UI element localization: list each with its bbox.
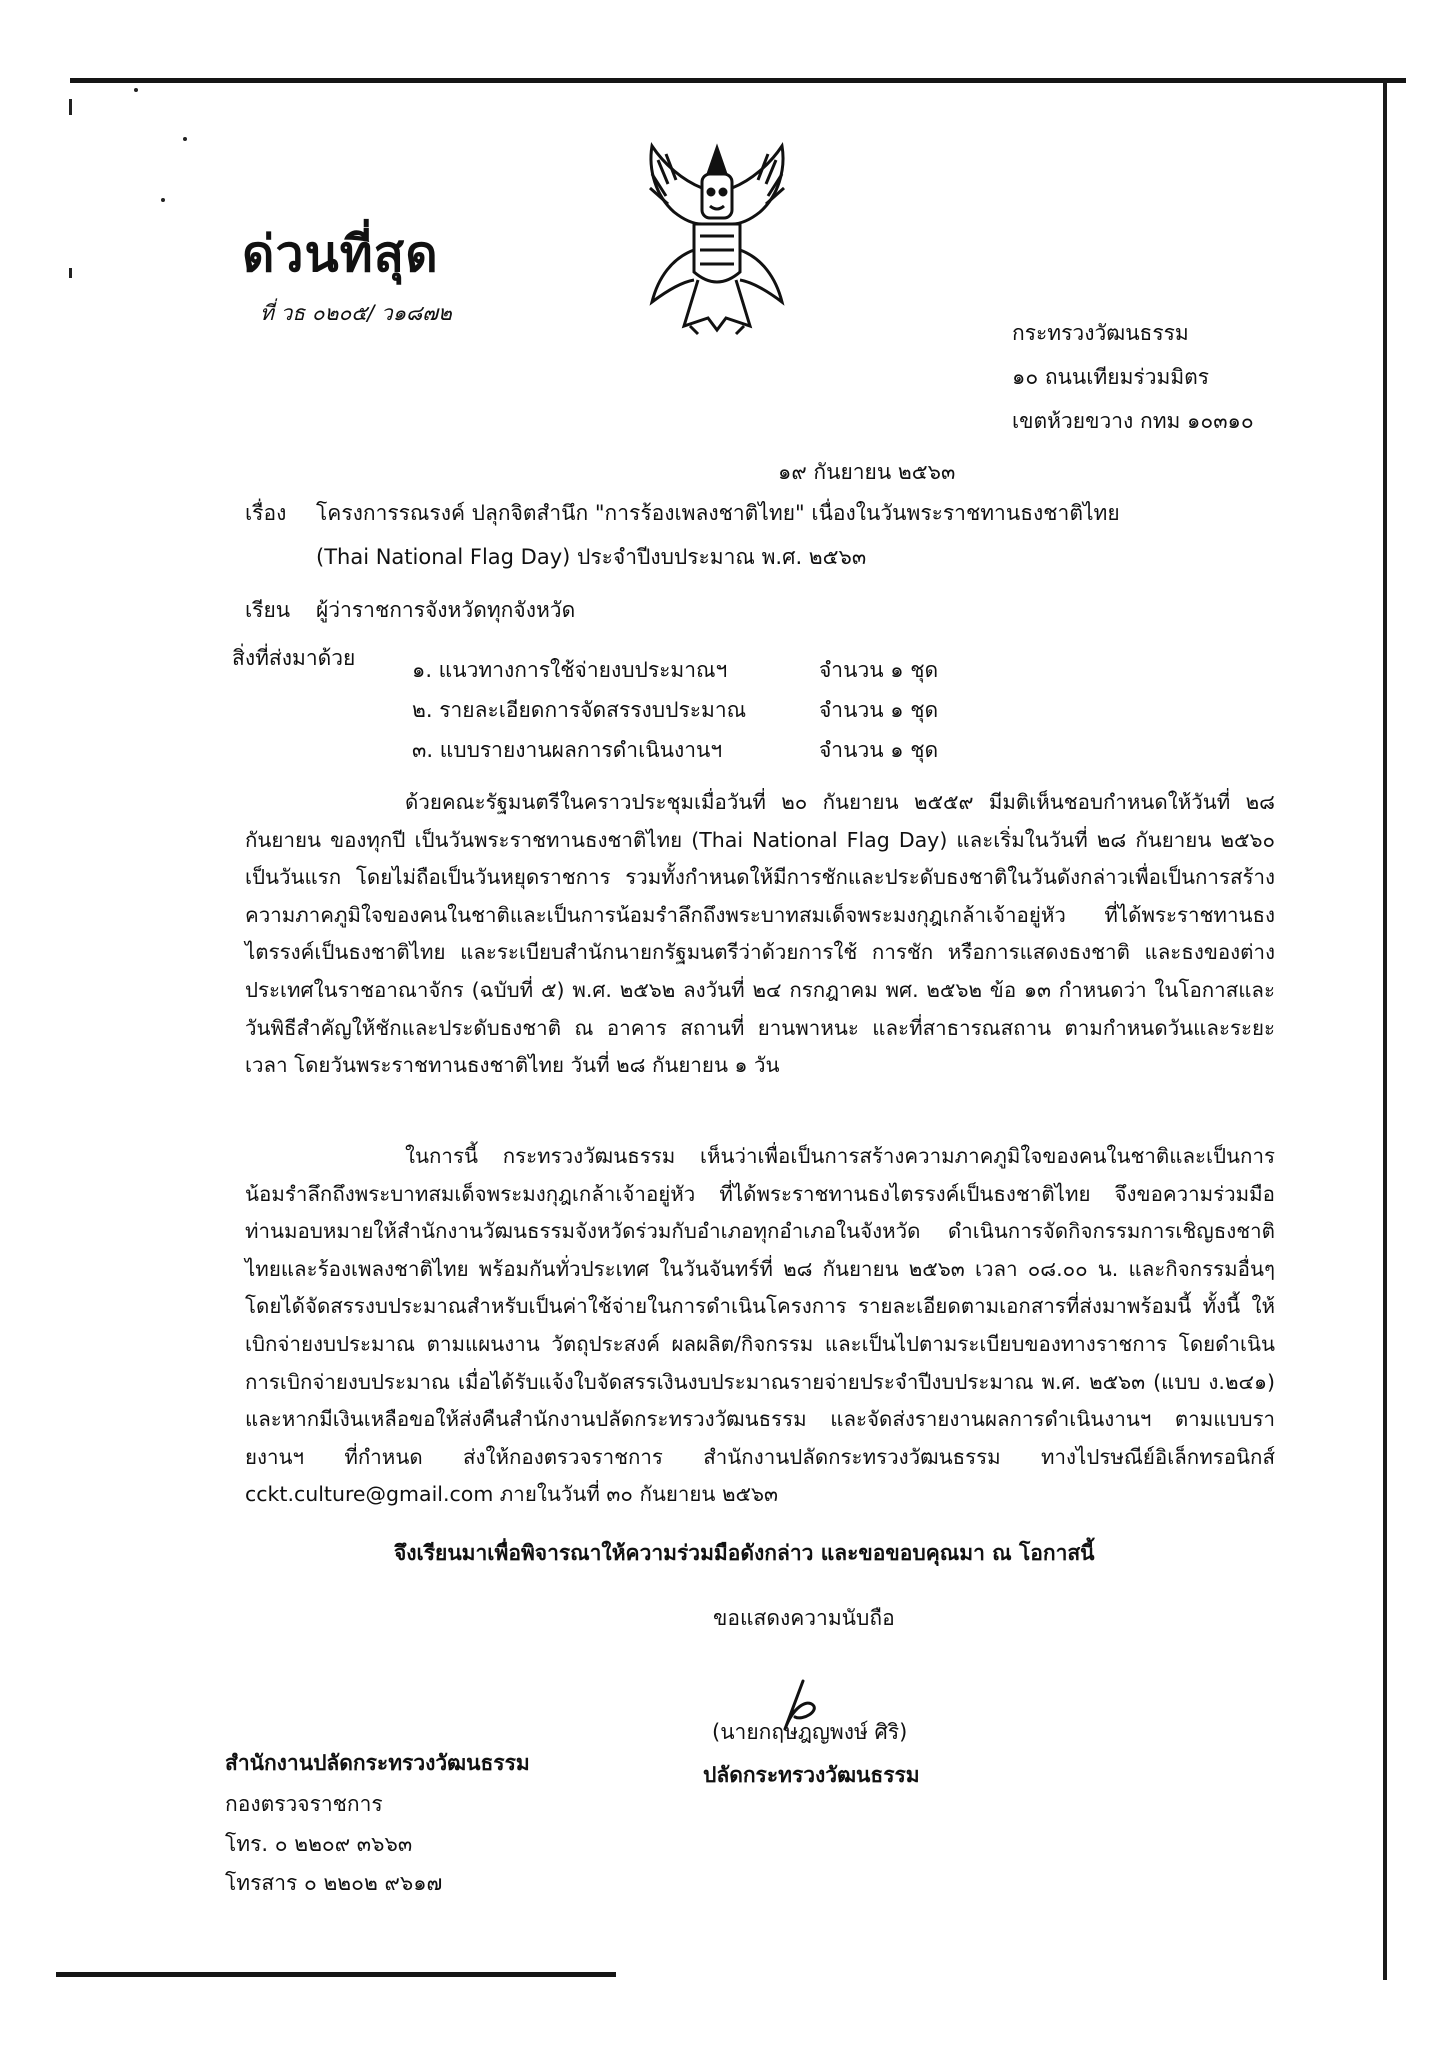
enclosure-item: ๑. แนวทางการใช้จ่ายงบประมาณฯ [412,658,728,682]
body-paragraph-1 [245,784,1275,1085]
valediction: ขอแสดงความนับถือ [713,1606,895,1630]
footer-division: กองตรวจราชการ [225,1792,383,1816]
signatory-name: (นายกฤษฎญพงษ์ ศิริ) [712,1720,908,1744]
closing-request: จึงเรียนมาเพื่อพิจารณาให้ความร่วมมือดังกล่าว และขอขอบคุณมา ณ โอกาสนี้ [394,1541,1095,1565]
scan-border-bottom [56,1972,616,1977]
signatory-position: ปลัดกระทรวงวัฒนธรรม [703,1763,920,1787]
scan-border-right [1383,80,1387,1980]
enclosure-item: ๓. แบบรายงานผลการดำเนินงานฯ [412,738,723,762]
urgency-heading: ด่วนที่สุด [242,225,439,283]
body-paragraph-2 [245,1138,1275,1514]
letter-date: ๑๙ กันยายน ๒๕๖๓ [778,460,956,484]
sender-address-line-2: ๑๐ ถนนเทียมร่วมมิตร [1012,365,1210,389]
sender-address-line-1: กระทรวงวัฒนธรรม [1012,321,1189,345]
footer-fax: โทรสาร ๐ ๒๒๐๒ ๙๖๑๗ [225,1871,443,1895]
body-paragraph-2-text: ในการนี้ กระทรวงวัฒนธรรม เห็นว่าเพื่อเป็นการสร้างความภาคภูมิใจของคนในชาติและเป็นการน้อมรำลึกถึงพระบาทสมเด็จพระมงกุฎเกล้าเจ้าอยู่หัว ที่ได้พระราชทานธงไตรรงค์เป็นธงชาติไทย จึงขอความร่วมมือท่านมอบหมายให้สำนักงานวัฒนธรรมจังหวัดร่วมกับอำเภอทุกอำเภอในจังหวัด ดำเนินการจัดกิจกรรมการเชิญธงชาติไทยและร้องเพลงชาติไทย พร้อมกันทั่วประเทศ ในวันจันทร์ที่ ๒๘ กันยายน ๒๕๖๓ เวลา ๐๘.๐๐ น. และกิจกรรมอื่นๆ โดยได้จัดสรรงบประมาณสำหรับเป็นค่าใช้จ่ายในการดำเนินโครงการ รายละเอียดตามเอกสารที่ส่งมาพร้อมนี้ ทั้งนี้ ให้เบิกจ่ายงบประมาณ ตามแผนงาน วัตถุประสงค์ ผลผลิต/กิจกรรม และเป็นไปตามระเบียบของทางราชการ โดยดำเนินการเบิกจ่ายงบประมาณ เมื่อได้รับแจ้งใบจัดสรรเงินงบประมาณรายจ่ายประจำปีงบประมาณ พ.ศ. ๒๕๖๓ (แบบ ง.๒๔๑) และหากมีเงินเหลือขอให้ส่งคืนสำนักงานปลัดกระทรวงวัฒนธรรม และจัดส่งรายงานผลการดำเนินงานฯ ตามแบบรายงานฯ ที่กำหนด ส่งให้กองตรวจราชการ สำนักงานปลัดกระทรวงวัฒนธรรม ทางไปรษณีย์อิเล็กทรอนิกส์ cckt.culture@gmail.com ภายในวันที่ ๓๐ กันยายน ๒๕๖๓ [245,1144,1275,1507]
scan-speck [69,99,72,115]
scan-speck [69,268,72,278]
subject-line-2: (Thai National Flag Day) ประจำปีงบประมาณ พ.ศ. ๒๕๖๓ [316,545,867,569]
subject-label: เรื่อง [245,501,287,525]
body-paragraph-1-text: ด้วยคณะรัฐมนตรีในคราวประชุมเมื่อวันที่ ๒๐ กันยายน ๒๕๕๙ มีมติเห็นชอบกำหนดให้วันที่ ๒๘ กันยายน ของทุกปี เป็นวันพระราชทานธงชาติไทย (Thai National Flag Day) และเริ่มในวันที่ ๒๘ กันยายน ๒๕๖๐ เป็นวันแรก โดยไม่ถือเป็นวันหยุดราชการ รวมทั้งกำหนดให้มีการชักและประดับธงชาติในวันดังกล่าวเพื่อเป็นการสร้างความภาคภูมิใจของคนในชาติและเป็นการน้อมรำลึกถึงพระบาทสมเด็จพระมงกุฎเกล้าเจ้าอยู่หัว ที่ได้พระราชทานธงไตรรงค์เป็นธงชาติไทย และระเบียบสำนักนายกรัฐมนตรีว่าด้วยการใช้ การชัก หรือการแสดงธงชาติ และธงของต่างประเทศในราชอาณาจักร (ฉบับที่ ๕) พ.ศ. ๒๕๖๒ ลงวันที่ ๒๔ กรกฎาคม พศ. ๒๕๖๒ ข้อ ๑๓ กำหนดว่า ในโอกาสและวันพิธีสำคัญให้ชักและประดับธงชาติ ณ อาคาร สถานที่ ยานพาหนะ และที่สาธารณสถาน ตามกำหนดวันและระยะเวลา โดยวันพระราชทานธงชาติไทย วันที่ ๒๘ กันยายน ๑ วัน [245,790,1275,1078]
scan-speck [161,198,165,202]
subject-line-1: โครงการรณรงค์ ปลุกจิตสำนึก "การร้องเพลงชาติไทย" เนื่องในวันพระราชทานธงชาติไทย [316,501,1120,525]
enclosure-item: ๒. รายละเอียดการจัดสรรงบประมาณ [412,698,747,722]
enclosure-qty: จำนวน ๑ ชุด [819,738,939,762]
enclosure-qty: จำนวน ๑ ชุด [819,658,939,682]
garuda-emblem-icon [628,140,806,336]
enclosures-label: สิ่งที่ส่งมาด้วย [232,646,356,670]
footer-office: สำนักงานปลัดกระทรวงวัฒนธรรม [225,1751,530,1775]
enclosure-qty: จำนวน ๑ ชุด [819,698,939,722]
scan-speck [134,88,138,92]
footer-phone: โทร. ๐ ๒๒๐๙ ๓๖๖๓ [225,1832,413,1856]
scan-speck [183,137,187,141]
sender-address-line-3: เขตห้วยขวาง กทม ๑๐๓๑๐ [1012,409,1254,433]
addressee-label: เรียน [245,598,291,622]
scan-border-top [70,78,1406,83]
reference-number: ที่ วธ ๐๒๐๕/ ว๑๘๗๒ [260,301,452,325]
addressee-value: ผู้ว่าราชการจังหวัดทุกจังหวัด [316,598,576,622]
